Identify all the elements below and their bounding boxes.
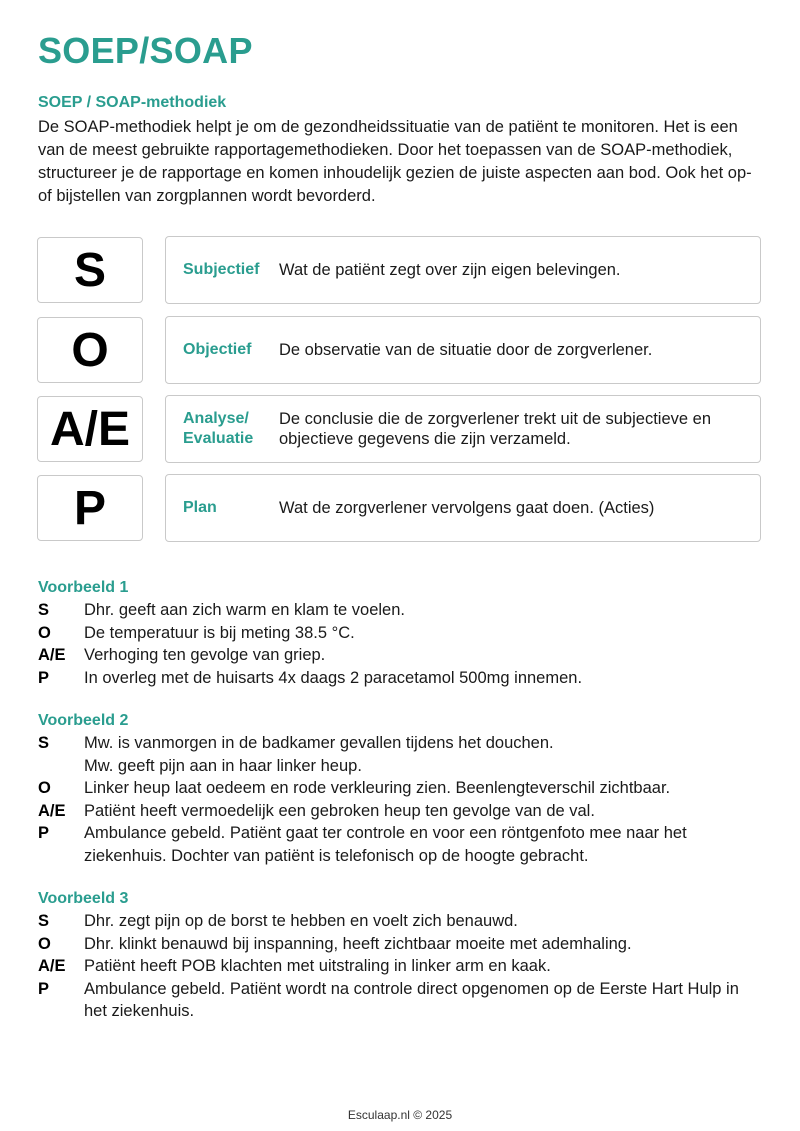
example-text: Linker heup laat oedeem en rode verkleuring zien. Beenlengteverschil zichtbaar. [84, 779, 671, 797]
intro-heading: SOEP / SOAP-methodiek [38, 94, 227, 111]
example-text: Mw. is vanmorgen in de badkamer gevallen tijdens het douchen. [84, 734, 554, 752]
example-key [38, 755, 84, 778]
definition-term [183, 260, 279, 280]
example-text: Dhr. zegt pijn op de borst te hebben en voelt zich benauwd. [84, 912, 518, 930]
example-key: A/E [38, 646, 66, 664]
example-key: S [38, 601, 50, 619]
definition-term-line1: Subjectief [183, 261, 260, 278]
example-row [38, 955, 766, 978]
example-3 [38, 887, 766, 1023]
example-row [38, 910, 766, 933]
example-key: P [38, 824, 50, 842]
definition-term [183, 340, 279, 360]
example-row [38, 822, 766, 867]
example-1 [38, 576, 766, 689]
footer-copyright: Esculaap.nl © 2025 [347, 1108, 453, 1122]
example-row [38, 777, 766, 800]
definition-text: De conclusie die de zorgverlener trekt uit de subjectieve en objectieve gegevens die zijn verzameld. [279, 410, 711, 448]
definition-term-line1: Plan [183, 499, 217, 516]
intro-text: De SOAP-methodiek helpt je om de gezondheidssituatie van de patiënt te monitoren. Het is een van de meest gebruikte rapportagemethodieken. Door het toepassen van de SOAP-methodiek, structureer je de rapportage en komen inhoudelijk gezien de juiste aspecten aan bod. Ook het op- of bijstellen van zorgplannen wordt bevorderd. [38, 118, 752, 205]
example-text: De temperatuur is bij meting 38.5 °C. [84, 623, 355, 642]
example-text: Dhr. klinkt benauwd bij inspanning, heeft zichtbaar moeite met ademhaling. [84, 934, 632, 953]
definition-card-analyse [165, 395, 761, 463]
definition-term-line1: Analyse/ [183, 410, 249, 427]
example-text: Dhr. geeft aan zich warm en klam te voelen. [84, 601, 405, 619]
example-title: Voorbeeld 2 [38, 712, 129, 729]
letter-box-o: O [37, 317, 143, 383]
example-text: Verhoging ten gevolge van griep. [84, 646, 326, 664]
definition-term [183, 498, 279, 518]
example-text: Ambulance gebeld. Patiënt gaat ter controle en voor een röntgenfoto mee naar het ziekenhuis. Dochter van patiënt is telefonisch op de hoogte gebracht. [84, 824, 687, 865]
example-key: O [38, 934, 51, 953]
example-title: Voorbeeld 3 [38, 890, 129, 907]
example-row [38, 622, 766, 645]
example-row [38, 599, 766, 622]
example-row [38, 978, 766, 1023]
definition-text: Wat de patiënt zegt over zijn eigen belevingen. [279, 261, 621, 279]
page-title: SOEP/SOAP [38, 30, 253, 71]
example-key: P [38, 979, 50, 998]
example-row [38, 933, 766, 956]
example-text: Ambulance gebeld. Patiënt wordt na controle direct opgenomen op de Eerste Hart Hulp in het ziekenhuis. [84, 979, 739, 1020]
definition-card-subjectief [165, 236, 761, 304]
definition-term [183, 409, 279, 449]
letter-box-ae: A/E [37, 396, 143, 462]
definition-term-line2: Evaluatie [183, 430, 254, 447]
example-key: P [38, 668, 50, 687]
example-row [38, 644, 766, 667]
definition-card-objectief [165, 316, 761, 384]
example-2 [38, 709, 766, 867]
letter-box-p: P [37, 475, 143, 541]
example-row [38, 732, 766, 755]
example-text: Patiënt heeft POB klachten met uitstraling in linker arm en kaak. [84, 957, 551, 975]
definition-text: De observatie van de situatie door de zorgverlener. [279, 341, 653, 359]
example-row [38, 800, 766, 823]
example-text: In overleg met de huisarts 4x daags 2 paracetamol 500mg innemen. [84, 668, 583, 687]
example-row [38, 755, 766, 778]
example-key: A/E [38, 957, 66, 975]
example-key: S [38, 912, 50, 930]
example-text: Patiënt heeft vermoedelijk een gebroken heup ten gevolge van de val. [84, 801, 595, 820]
definition-card-plan [165, 474, 761, 542]
example-key: A/E [38, 801, 66, 820]
example-title: Voorbeeld 1 [38, 579, 129, 596]
example-key: O [38, 779, 51, 797]
letter-box-s: S [37, 237, 143, 303]
example-key: O [38, 623, 51, 642]
example-row [38, 667, 766, 690]
example-key: S [38, 734, 50, 752]
definition-text: Wat de zorgverlener vervolgens gaat doen. (Acties) [279, 499, 655, 517]
example-text: Mw. geeft pijn aan in haar linker heup. [84, 756, 362, 775]
definition-term-line1: Objectief [183, 341, 252, 358]
